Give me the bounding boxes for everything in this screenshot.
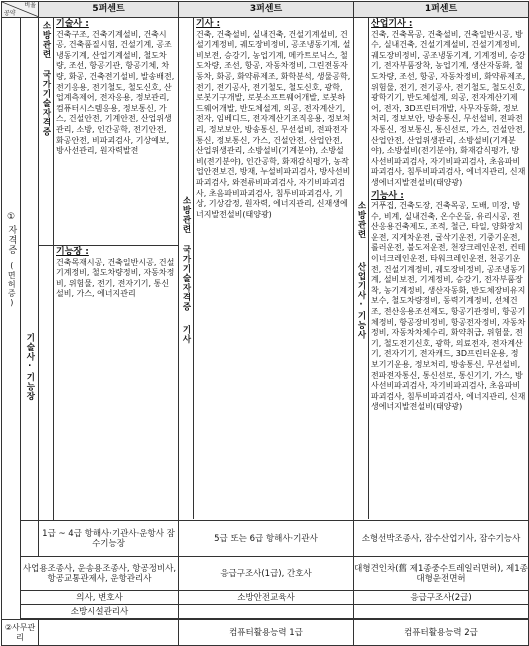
col1-master-block — [39, 245, 178, 520]
col3-industrial-list: 건축, 건축목공, 건축설비, 건축일반시공, 방수, 실내건축, 건설기계설비, 건설기계정비, 궤도장비정비, 공조냉동기계, 기계정비, 승강기, 전자부품장착, 농업기계, 생산자동화, 철도차량, 조선, 항공, 자동차정비, 화약류제조, 위험물, 전기, 전기공사, 전기철도, 철도신호, 광학기기, 반도체설계, 의공, 전자계산기제어, 전자, 3D프린터개발, 사무자동화, 정보처리, 정보보안, 방송통신, 무선설비, 전파전자통신, 정보통신, 통신선로, 가스, 건설안전, 산업안전, 산업위생관리, 소방설비(기계분야), 소방설비(전기분야), 화재감식평가, 방사선비파괴검사, 자기비파괴검사, 초음파비파괴검사, 침투비파괴검사, 에너지관리, 신재생에너지발전설비(태양광) — [371, 29, 526, 187]
row-misc2 — [2, 591, 529, 605]
section-office-col1 — [39, 620, 179, 646]
col1-engineer-title: 기술사 : — [56, 19, 89, 29]
certification-score-table — [1, 1, 528, 644]
col1-master-title: 기능장 : — [56, 247, 89, 257]
col3-side-wrap — [354, 18, 369, 519]
row-public-col1: 1급 ~ 4급 항해사·기관사·운항사 잠수기능장 — [39, 521, 179, 557]
col3-side-label: 산업기사·기능사 — [356, 261, 366, 340]
row-public-col2: 5급 또는 6급 항해사·기관사 — [179, 521, 354, 557]
header-col-1pct: 1퍼센트 — [354, 2, 529, 18]
col1-side-label: 소방관련 국가기술자격증 — [41, 21, 51, 137]
header-col-5pct: 5퍼센트 — [39, 2, 179, 18]
sub-category-text: 기술사·기능장 — [24, 333, 35, 402]
corner-cell — [2, 2, 39, 18]
col2-side-wrap — [179, 18, 194, 519]
section-license-subtitle: (면허증) — [7, 260, 17, 308]
col3-craftsman-title: 기능사 : — [371, 190, 404, 201]
col2-license-cell — [179, 18, 354, 521]
row-misc1-col1: 사업용조종사, 운송용조종사, 항공정비사, 항공교통관제사, 운항관리사 — [21, 557, 179, 591]
section-license-title: 자격증 — [6, 224, 17, 255]
col1-license-cell — [39, 18, 179, 521]
col3-craftsman-list: 거푸집, 건축도장, 건축목공, 도배, 미장, 방수, 비계, 실내건축, 온수온돌, 유리시공, 전산응용건축제도, 조적, 철근, 타일, 양화장치운전, 지게차운전, 굴삭기운전, 기중기운전, 롤러운전, 불도저운전, 천장크레인운전, 컨테이너크레인운전, 타워크레인운전, 천공기운전, 건설기계정비, 궤도장비정비, 공조냉동기계, 설비보전, 기계정비, 승강기, 전자부품장착, 농기계정비, 생산자동화, 반도체장비유지보수, 철도차량정비, 동력기계정비, 선체건조, 전산응용조선제도, 항공기관정비, 항공기체정비, 항공장비정비, 항공전자정비, 자동차정비, 자동차차체수리, 화약취급, 위험물, 전기, 철도전기신호, 광학, 의료전자, 전자계산기, 전자기기, 전자캐드, 3D프린터운용, 정보기기운용, 정보처리, 방송통신, 무선설비, 전파전자통신, 통신선로, 통신기기, 가스, 방사선비파괴검사, 자기비파괴검사, 초음파비파괴검사, 침투비파괴검사, 에너지관리, 신재생에너지발전설비(태양광) — [371, 201, 526, 412]
section-office-row — [2, 620, 529, 646]
sub-category-label — [21, 18, 39, 521]
col3-top-side-label: 소방관련 — [356, 200, 366, 239]
row-public-col3: 소형선박조종사, 잠수산업기사, 잠수기능사 — [354, 521, 529, 557]
row-misc3-col2 — [179, 605, 354, 619]
row-misc1-col2: 응급구조사(1급), 간호사 — [179, 557, 354, 591]
row-misc1-col3: 대형견인차(舊 제1종중수트레일러면허), 제1종대형운전면허 — [354, 557, 529, 591]
col1-engineer-block — [39, 18, 178, 245]
corner-top-label: 비율 — [24, 2, 36, 9]
section-license-number: ① — [6, 212, 16, 222]
col2-gisa-title: 기사 : — [196, 19, 221, 29]
col2-gisa-list: 건축, 건축설비, 실내건축, 건설기계설비, 건설기계정비, 궤도장비정비, 공조냉동기계, 설비보전, 승강기, 농업기계, 메카트로닉스, 철도차량, 조선, 항공, 자동차정비, 그린전동자동차, 화공, 화약류제조, 화학분석, 생물공학, 전기, 전기공사, 전기철도, 철도신호, 광학, 로봇기구개발, 로봇소프트웨어개발, 로봇하드웨어개발, 반도체설계, 의공, 전자계산기, 전자, 임베디드, 전자계산기조직응용, 정보처리, 정보보안, 방송통신, 무선설비, 전파전자통신, 정보통신, 가스, 건설안전, 산업안전, 산업위생관리, 소방설비(기계분야), 소방설비(전기분야), 인간공학, 화재감식평가, 농작업안전보건, 방재, 누설비파괴검사, 방사선비파괴검사, 와전류비파괴검사, 자기비파괴검사, 초음파비파괴검사, 침투비파괴검사, 기상, 기상감정, 원자력, 에너지관리, 신재생에너지발전설비(태양광) — [196, 29, 351, 219]
row-misc3-col3 — [354, 605, 529, 619]
row-misc3 — [2, 605, 529, 619]
row-misc3-col1: 소방시설관리사 — [21, 605, 179, 619]
col1-engineer-list: 건축구조, 건축기계설비, 건축시공, 건축품질시험, 건설기계, 공조냉동기계, 산업기계설비, 철도차량, 조선, 항공기관, 항공기체, 차량, 화공, 건축전기설비, 발송배전, 전기응용, 전기철도, 철도신호, 산업계측제어, 전자응용, 정보관리, 컴퓨터시스템응용, 정보통신, 가스, 건설안전, 기계안전, 산업위생관리, 소방, 인간공학, 전기안전, 화공안전, 비파괴검사, 기상예보, 방사선관리, 원자력발전 — [56, 29, 175, 156]
row-misc2-col2: 소방안전교육사 — [179, 591, 354, 605]
row-public — [2, 521, 529, 557]
col3-license-cell — [354, 18, 529, 521]
section-office-col2: 컴퓨터활용능력 1급 — [179, 620, 354, 646]
table-header — [2, 2, 529, 18]
row-misc2-col1: 의사, 변호사 — [21, 591, 179, 605]
row-misc1 — [2, 557, 529, 591]
section-office-label: ②사무관리 — [2, 620, 39, 646]
section-license-label — [2, 18, 21, 620]
header-col-3pct: 3퍼센트 — [179, 2, 354, 18]
col1-master-list: 건축목재시공, 건축일반시공, 건설기계정비, 철도차량정비, 자동차정비, 위험물, 전기, 전자기기, 통신설비, 가스, 에너지관리 — [56, 257, 175, 299]
col3-industrial-title: 산업기사 : — [371, 19, 413, 29]
section-license-main-row — [2, 18, 529, 521]
col2-side-bottom: 기사 — [181, 324, 191, 344]
corner-bottom-label: 공약 — [4, 10, 16, 17]
row-misc2-col3: 응급구조사(2급) — [354, 591, 529, 605]
col1-side-label-wrap — [39, 18, 54, 245]
col2-side-label: 소방관련 국가기술자격증 — [181, 196, 191, 312]
section-office-col3: 컴퓨터활용능력 2급 — [354, 620, 529, 646]
